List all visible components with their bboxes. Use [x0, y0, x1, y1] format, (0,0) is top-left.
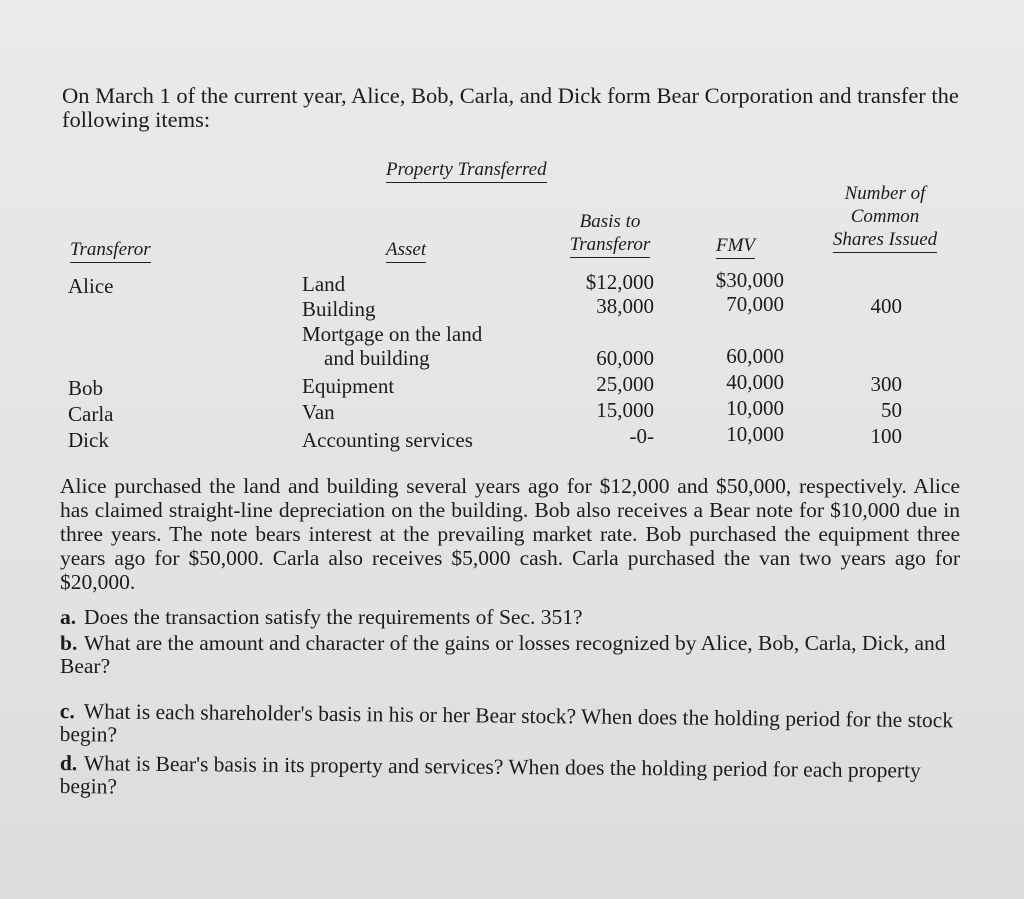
table-cell-asset: Building [302, 297, 376, 321]
table-cell-shares: 50 [881, 398, 902, 422]
property-transferred-header: Property Transferred [386, 158, 547, 181]
table-cell-asset: Van [302, 400, 335, 424]
table-cell-basis: 38,000 [596, 294, 654, 318]
table-cell-fmv: 60,000 [726, 344, 784, 368]
question-b: b. What are the amount and character of the gains or losses recognized by Alice, Bob, Carla, Dick, and Bear? [60, 631, 946, 678]
basis-header: Basis to Transferor [560, 210, 660, 256]
table-cell-transferor: Bob [68, 376, 104, 400]
table-cell-basis: 25,000 [596, 372, 654, 396]
table-cell-basis: 60,000 [596, 346, 654, 370]
table-cell-asset: Mortgage on the land [302, 322, 483, 346]
table-cell-basis: 15,000 [596, 398, 654, 422]
table-cell-fmv: 70,000 [726, 292, 784, 316]
table-cell-basis: $12,000 [585, 270, 654, 294]
table-cell-asset: Equipment [302, 374, 395, 398]
table-cell-fmv: 10,000 [726, 422, 784, 446]
question-a: a. Does the transaction satisfy the requirements of Sec. 351? [60, 605, 583, 629]
table-cell-fmv: $30,000 [715, 268, 784, 292]
question-d: d. What is Bear's basis in its property and services? When does the holding period for each property begin? [59, 751, 921, 799]
table-cell-transferor: Carla [68, 402, 114, 426]
intro-paragraph: On March 1 of the current year, Alice, Bob, Carla, and Dick form Bear Corporation and transfer the following items: [62, 83, 959, 132]
table-cell-fmv: 10,000 [726, 396, 784, 420]
problem-paragraph: Alice purchased the land and building several years ago for $12,000 and $50,000, respectively. Alice has claimed straight-line depreciation on the building. Bob also receives a Bear note for $10,000 due in three years. The note bears interest at the prevailing market rate. Bob purchased the equipment three years ago for $50,000. Carla also receives $5,000 cash. Carla purchased the van two years ago for $20,000. [60, 474, 960, 594]
transferor-header: Transferor [70, 238, 151, 261]
table-cell-fmv: 40,000 [726, 370, 784, 394]
table-cell-asset: Land [302, 272, 346, 296]
table-cell-shares: 400 [870, 294, 902, 318]
table-cell-asset: Accounting services [302, 428, 473, 452]
table-cell-transferor: Alice [68, 274, 114, 298]
shares-header: Number of Common Shares Issued [820, 182, 950, 251]
asset-header: Asset [386, 238, 426, 261]
table-cell-transferor: Dick [68, 428, 109, 452]
table-cell-basis: -0- [629, 424, 654, 448]
table-cell-shares: 300 [870, 372, 902, 396]
table-cell-shares: 100 [870, 424, 902, 448]
table-cell-asset: and building [324, 346, 430, 370]
question-c: c. What is each shareholder's basis in his or her Bear stock? When does the holding period for the stock begin? [59, 699, 954, 747]
fmv-header: FMV [716, 234, 755, 257]
